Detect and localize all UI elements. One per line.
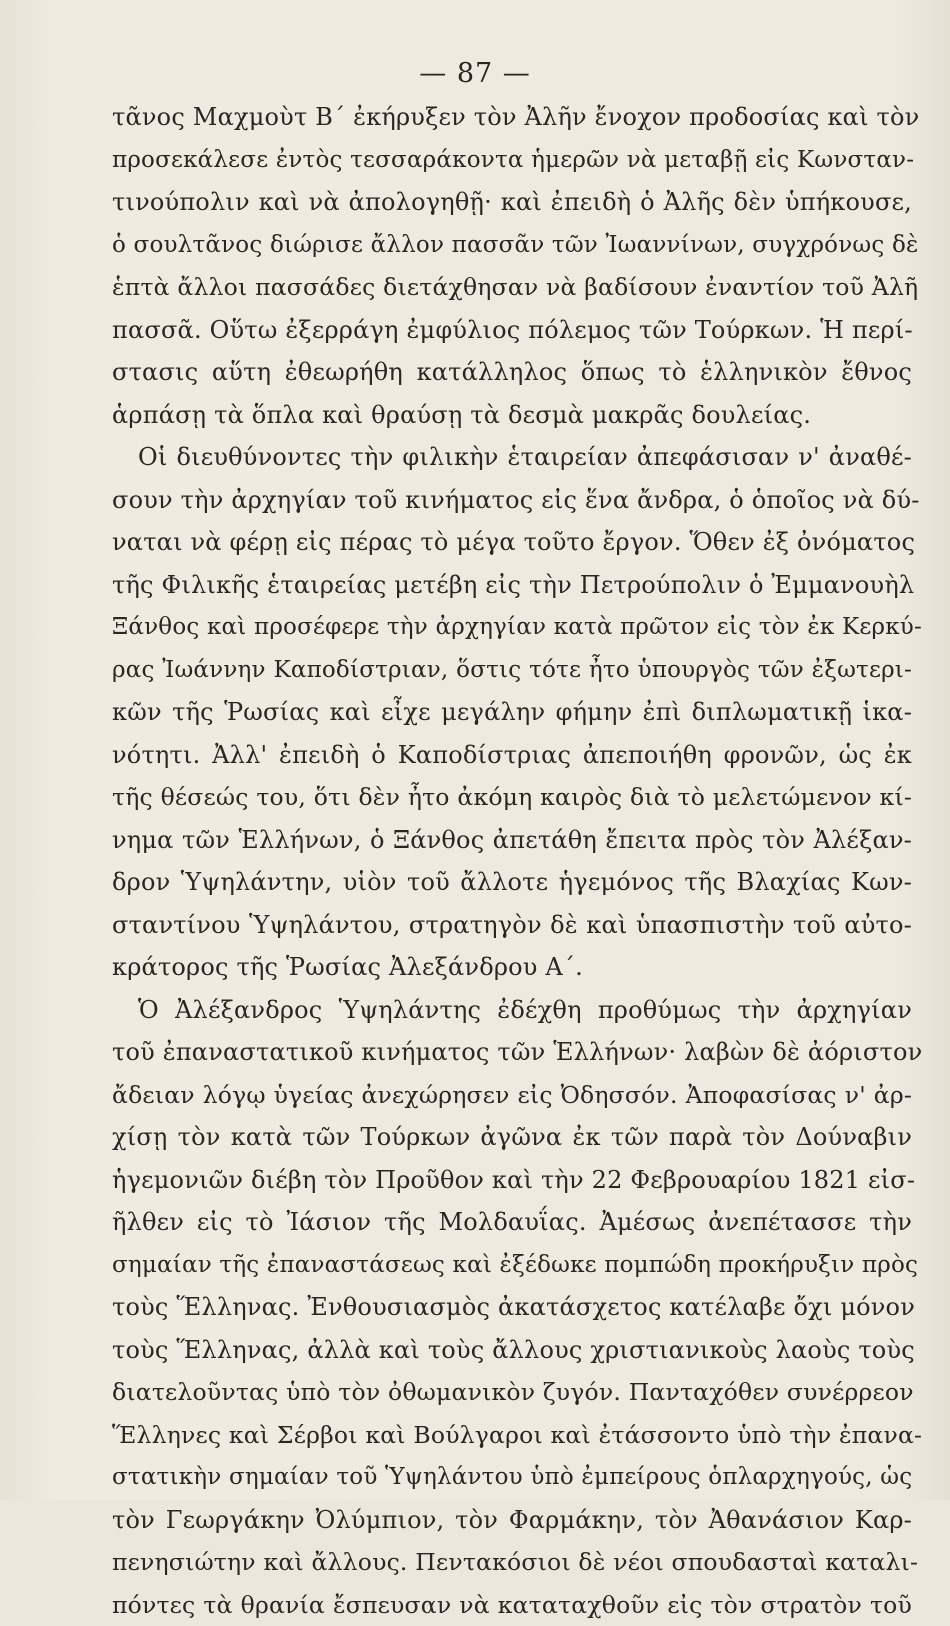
text-line: σταντίνου Ὑψηλάντου, στρατηγὸν δὲ καὶ ὑπασπιστὴν τοῦ αὐτο- (112, 904, 912, 947)
text-line: ἡγεμονιῶν διέβη τὸν Προῦθον καὶ τὴν 22 Φεβρουαρίου 1821 εἰσ- (112, 1159, 912, 1202)
text-line: τῆς Φιλικῆς ἑταιρείας μετέβη εἰς τὴν Πετρούπολιν ὁ Ἐμμανουὴλ (112, 564, 912, 607)
text-line: ναται νὰ φέρῃ εἰς πέρας τὸ μέγα τοῦτο ἔργον. Ὅθεν ἐξ ὀνόματος (112, 521, 912, 564)
text-line: ρας Ἰωάννην Καποδίστριαν, ὅστις τότε ἦτο ὑπουργὸς τῶν ἐξωτερι- (112, 649, 912, 692)
text-line: τινούπολιν καὶ νὰ ἀπολογηθῇ· καὶ ἐπειδὴ ὁ Ἀλῆς δὲν ὑπήκουσε, (112, 181, 912, 224)
text-line: ῆλθεν εἰς τὸ Ἰάσιον τῆς Μολδαυΐας. Ἀμέσως ἀνεπέτασσε τὴν (112, 1201, 912, 1244)
text-line: πενησιώτην καὶ ἄλλους. Πεντακόσιοι δὲ νέοι σπουδασταὶ καταλι- (112, 1541, 912, 1584)
body-text (112, 96, 912, 1626)
text-line: τοὺς Ἕλληνας. Ἐνθουσιασμὸς ἀκατάσχετος κατέλαβε ὄχι μόνον (112, 1286, 912, 1329)
text-line: ἄδειαν λόγῳ ὑγείας ἀνεχώρησεν εἰς Ὀδησσόν. Ἀποφασίσας ν' ἀρ- (112, 1074, 912, 1117)
text-line: Ἕλληνες καὶ Σέρβοι καὶ Βούλγαροι καὶ ἐτάσσοντο ὑπὸ τὴν ἐπανα- (112, 1414, 912, 1457)
text-line: στατικὴν σημαίαν τοῦ Ὑψηλάντου ὑπὸ ἐμπείρους ὁπλαρχηγούς, ὡς (112, 1456, 912, 1499)
text-line: Ξάνθος καὶ προσέφερε τὴν ἀρχηγίαν κατὰ πρῶτον εἰς τὸν ἐκ Κερκύ- (112, 606, 912, 649)
text-line: τοῦ ἐπαναστατικοῦ κινήματος τῶν Ἑλλήνων· λαβὼν δὲ ἀόριστον (112, 1031, 912, 1074)
text-line: τὸν Γεωργάκην Ὀλύμπιον, τὸν Φαρμάκην, τὸν Ἀθανάσιον Καρ- (112, 1499, 912, 1542)
text-line: τοὺς Ἕλληνας, ἀλλὰ καὶ τοὺς ἄλλους χριστιανικοὺς λαοὺς τοὺς (112, 1329, 912, 1372)
page-number: — 87 — (0, 58, 950, 89)
text-line: σημαίαν τῆς ἐπαναστάσεως καὶ ἐξέδωκε πομπώδη προκήρυξιν πρὸς (112, 1244, 912, 1287)
text-line-paragraph-end: κράτορος τῆς Ῥωσίας Ἀλεξάνδρου Α΄. (112, 946, 912, 989)
text-line: ἑπτὰ ἄλλοι πασσάδες διετάχθησαν νὰ βαδίσουν ἐναντίον τοῦ Ἀλῆ (112, 266, 912, 309)
text-line: προσεκάλεσε ἐντὸς τεσσαράκοντα ἡμερῶν νὰ μεταβῇ εἰς Κωνσταν- (112, 139, 912, 182)
text-line: κῶν τῆς Ῥωσίας καὶ εἶχε μεγάλην φήμην ἐπὶ διπλωματικῇ ἱκα- (112, 691, 912, 734)
text-line: σουν τὴν ἀρχηγίαν τοῦ κινήματος εἰς ἕνα ἄνδρα, ὁ ὁποῖος νὰ δύ- (112, 479, 912, 522)
text-line: πασσᾶ. Οὕτω ἐξερράγη ἐμφύλιος πόλεμος τῶν Τούρκων. Ἡ περί- (112, 309, 912, 352)
text-line: τᾶνος Μαχμοὺτ Β΄ ἐκήρυξεν τὸν Ἀλῆν ἔνοχον προδοσίας καὶ τὸν (112, 96, 912, 139)
text-line: ὁ σουλτᾶνος διώρισε ἄλλον πασσᾶν τῶν Ἰωαννίνων, συγχρόνως δὲ (112, 224, 912, 267)
text-line-paragraph-start: Οἱ διευθύνοντες τὴν φιλικὴν ἑταιρείαν ἀπεφάσισαν ν' ἀναθέ- (112, 436, 912, 479)
text-line: χίσῃ τὸν κατὰ τῶν Τούρκων ἀγῶνα ἐκ τῶν παρὰ τὸν Δούναβιν (112, 1116, 912, 1159)
text-line: δρον Ὑψηλάντην, υἱὸν τοῦ ἄλλοτε ἡγεμόνος τῆς Βλαχίας Κων- (112, 861, 912, 904)
text-line: διατελοῦντας ὑπὸ τὸν ὀθωμανικὸν ζυγόν. Πανταχόθεν συνέρρεον (112, 1371, 912, 1414)
text-line-paragraph-end: ἁρπάσῃ τὰ ὅπλα καὶ θραύσῃ τὰ δεσμὰ μακρᾶς δουλείας. (112, 394, 912, 437)
text-line: στασις αὕτη ἐθεωρήθη κατάλληλος ὅπως τὸ ἑλληνικὸν ἔθνος (112, 351, 912, 394)
text-line-paragraph-start: Ὁ Ἀλέξανδρος Ὑψηλάντης ἐδέχθη προθύμως τὴν ἀρχηγίαν (112, 989, 912, 1032)
text-line: νημα τῶν Ἑλλήνων, ὁ Ξάνθος ἀπετάθη ἔπειτα πρὸς τὸν Ἀλέξαν- (112, 819, 912, 862)
text-line: νότητι. Ἀλλ' ἐπειδὴ ὁ Καποδίστριας ἀπεποιήθη φρονῶν, ὡς ἐκ (112, 734, 912, 777)
text-line: πόντες τὰ θρανία ἔσπευσαν νὰ καταταχθοῦν εἰς τὸν στρατὸν τοῦ (112, 1584, 912, 1626)
text-line: τῆς θέσεώς του, ὅτι δὲν ἦτο ἀκόμη καιρὸς διὰ τὸ μελετώμενον κί- (112, 776, 912, 819)
